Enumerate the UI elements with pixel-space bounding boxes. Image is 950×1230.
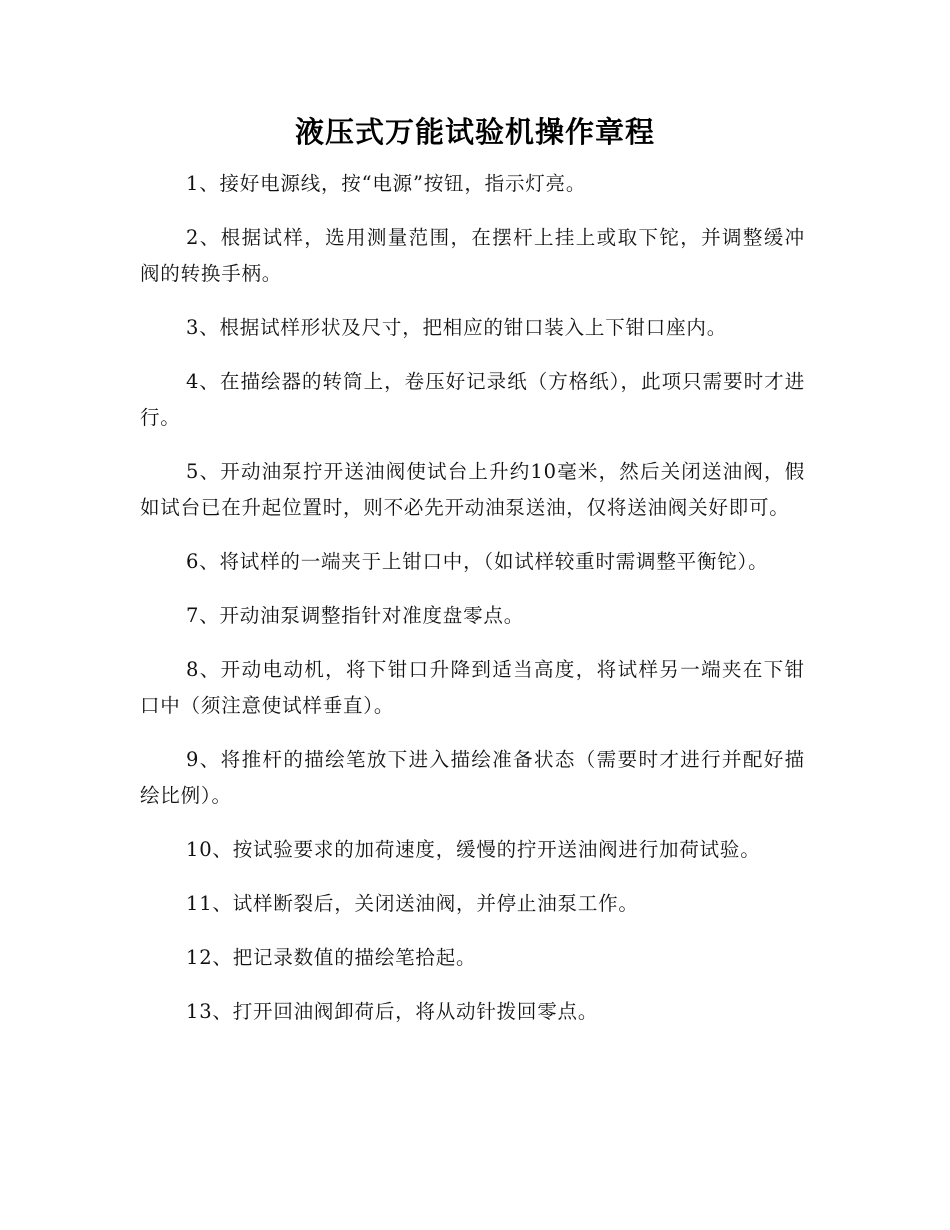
- step-10: 10、按试验要求的加荷速度，缓慢的拧开送油阀进行加荷试验。: [186, 838, 761, 861]
- step-9: 9、将推杆的描绘笔放下进入描绘准备状态（需要时才进行并配好描绘比例）。: [140, 748, 805, 807]
- step-13: 13、打开回油阀卸荷后，将从动针拨回零点。: [186, 1000, 599, 1023]
- step-6: 6、将试样的一端夹于上钳口中，（如试样较重时需调整平衡铊）。: [186, 550, 769, 573]
- document-body: [140, 166, 805, 1048]
- step-2: 2、根据试样，选用测量范围，在摆杆上挂上或取下铊，并调整缓冲阀的转换手柄。: [140, 226, 805, 285]
- step-3: 3、根据试样形状及尺寸，把相应的钳口装入上下钳口座内。: [186, 316, 728, 339]
- document-title: 液压式万能试验机操作章程: [294, 115, 655, 149]
- step-11: 11、试样断裂后，关闭送油阀，并停止油泵工作。: [186, 892, 639, 915]
- step-12: 12、把记录数值的描绘笔拾起。: [186, 946, 477, 969]
- step-4: 4、在描绘器的转筒上，卷压好记录纸（方格纸），此项只需要时才进行。: [140, 370, 805, 429]
- step-7: 7、开动油泵调整指针对准度盘零点。: [186, 604, 525, 627]
- step-5: 5、开动油泵拧开送油阀使试台上升约10毫米，然后关闭送油阀，假如试台已在升起位置时，则不必先开动油泵送油，仅将送油阀关好即可。: [140, 460, 805, 519]
- step-8: 8、开动电动机，将下钳口升降到适当高度，将试样另一端夹在下钳口中（须注意使试样垂直）。: [140, 658, 805, 717]
- step-1: 1、接好电源线，按“电源”按钮，指示灯亮。: [186, 172, 587, 195]
